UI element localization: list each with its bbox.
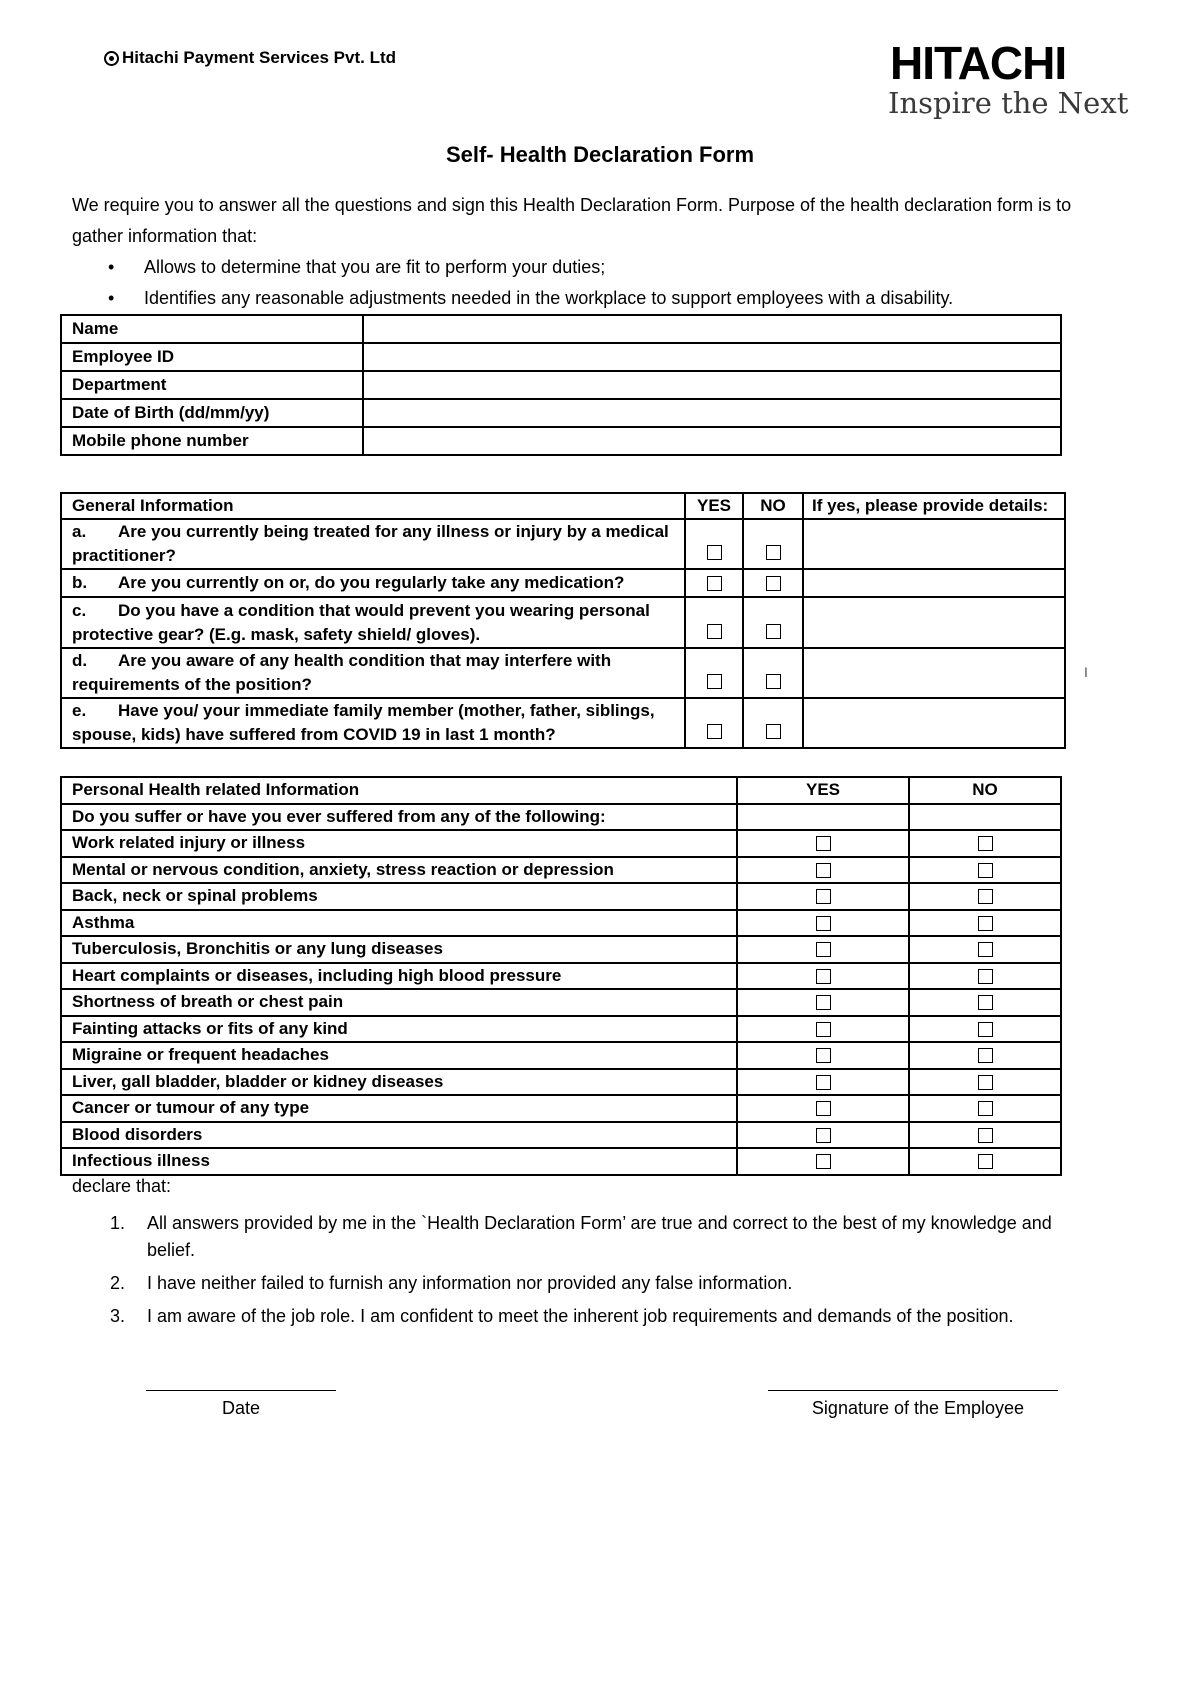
signature-line[interactable] bbox=[768, 1390, 1058, 1391]
question bbox=[61, 648, 685, 698]
no-cell bbox=[743, 648, 803, 698]
table-row bbox=[61, 399, 1061, 427]
question-letter: a. bbox=[72, 522, 87, 541]
table-row bbox=[61, 427, 1061, 455]
yes-checkbox[interactable] bbox=[707, 576, 722, 591]
logo-tagline: Inspire the Next bbox=[888, 86, 1129, 120]
no-checkbox[interactable] bbox=[766, 576, 781, 591]
yes-cell bbox=[685, 698, 743, 748]
no-cell bbox=[909, 989, 1061, 1016]
yes-checkbox[interactable] bbox=[816, 889, 831, 904]
field-label: Department bbox=[61, 371, 363, 399]
no-cell bbox=[909, 1069, 1061, 1096]
condition-label: Work related injury or illness bbox=[61, 830, 737, 857]
column-header-yes: YES bbox=[737, 777, 909, 804]
name-field[interactable] bbox=[363, 315, 1061, 343]
column-header-yes: YES bbox=[685, 493, 743, 519]
intro-bullet: • Identifies any reasonable adjustments needed in the workplace to support employees with a disability. bbox=[144, 283, 1072, 314]
department-field[interactable] bbox=[363, 371, 1061, 399]
yes-checkbox[interactable] bbox=[707, 545, 722, 560]
empty-cell bbox=[909, 804, 1061, 831]
condition-label: Back, neck or spinal problems bbox=[61, 883, 737, 910]
yes-checkbox[interactable] bbox=[816, 916, 831, 931]
intro-bullets bbox=[72, 252, 1072, 314]
declaration-item-text: I have neither failed to furnish any information nor provided any false information. bbox=[147, 1273, 793, 1293]
table-row bbox=[61, 698, 1065, 748]
declaration-item-text: I am aware of the job role. I am confident to meet the inherent job requirements and demands of the position. bbox=[147, 1306, 1014, 1326]
yes-checkbox[interactable] bbox=[816, 969, 831, 984]
yes-checkbox[interactable] bbox=[816, 995, 831, 1010]
condition-label: Heart complaints or diseases, including high blood pressure bbox=[61, 963, 737, 990]
table-row bbox=[61, 1016, 1061, 1043]
no-checkbox[interactable] bbox=[978, 863, 993, 878]
stray-mark-text: I bbox=[1084, 664, 1088, 680]
no-cell bbox=[909, 1095, 1061, 1122]
yes-cell bbox=[737, 1122, 909, 1149]
condition-label: Mental or nervous condition, anxiety, stress reaction or depression bbox=[61, 857, 737, 884]
question-letter: b. bbox=[72, 573, 88, 592]
details-field[interactable] bbox=[803, 519, 1065, 569]
field-label: Employee ID bbox=[61, 343, 363, 371]
yes-checkbox[interactable] bbox=[816, 1022, 831, 1037]
table-row bbox=[61, 1148, 1061, 1175]
yes-cell bbox=[737, 1148, 909, 1175]
no-checkbox[interactable] bbox=[978, 916, 993, 931]
declaration-list bbox=[110, 1210, 1070, 1336]
question bbox=[61, 569, 685, 597]
no-checkbox[interactable] bbox=[766, 545, 781, 560]
yes-cell bbox=[685, 597, 743, 648]
date-label: Date bbox=[221, 1398, 261, 1418]
table-row bbox=[61, 910, 1061, 937]
yes-cell bbox=[737, 830, 909, 857]
yes-checkbox[interactable] bbox=[816, 1075, 831, 1090]
table-row bbox=[61, 648, 1065, 698]
table-row bbox=[61, 857, 1061, 884]
yes-cell bbox=[737, 989, 909, 1016]
question bbox=[61, 519, 685, 569]
condition-label: Fainting attacks or fits of any kind bbox=[61, 1016, 737, 1043]
question-text: Do you have a condition that would prevent you wearing personal protective gear? (E.g. mask, safety shield/ gloves). bbox=[72, 600, 650, 644]
subheader: Do you suffer or have you ever suffered from any of the following: bbox=[61, 804, 737, 831]
no-cell bbox=[909, 830, 1061, 857]
intro-text: We require you to answer all the questions and sign this Health Declaration Form. Purpose of the health declaration form is to gather information that: bbox=[72, 195, 1072, 246]
yes-cell bbox=[685, 648, 743, 698]
no-checkbox[interactable] bbox=[766, 674, 781, 689]
no-checkbox[interactable] bbox=[978, 942, 993, 957]
yes-checkbox[interactable] bbox=[707, 724, 722, 739]
no-checkbox[interactable] bbox=[978, 1022, 993, 1037]
field-label: Date of Birth (dd/mm/yy) bbox=[61, 399, 363, 427]
no-cell bbox=[909, 910, 1061, 937]
yes-cell bbox=[685, 569, 743, 597]
column-header-no: NO bbox=[909, 777, 1061, 804]
hitachi-logo bbox=[888, 37, 1140, 120]
condition-label: Tuberculosis, Bronchitis or any lung diseases bbox=[61, 936, 737, 963]
details-field[interactable] bbox=[803, 648, 1065, 698]
question bbox=[61, 698, 685, 748]
hitachi-seal-icon bbox=[104, 51, 119, 66]
logo-word: HITACHI bbox=[890, 37, 1067, 89]
yes-checkbox[interactable] bbox=[707, 674, 722, 689]
mobile-phone-field[interactable] bbox=[363, 427, 1061, 455]
field-label: Mobile phone number bbox=[61, 427, 363, 455]
table-row bbox=[61, 936, 1061, 963]
declaration-lead: declare that: bbox=[72, 1176, 172, 1196]
table-row bbox=[61, 830, 1061, 857]
yes-checkbox[interactable] bbox=[816, 863, 831, 878]
no-checkbox[interactable] bbox=[766, 724, 781, 739]
table-row bbox=[61, 989, 1061, 1016]
column-header-details: If yes, please provide details: bbox=[803, 493, 1065, 519]
question-text: Are you currently on or, do you regularly take any medication? bbox=[118, 573, 625, 592]
yes-checkbox[interactable] bbox=[816, 1101, 831, 1116]
no-checkbox[interactable] bbox=[978, 1101, 993, 1116]
no-checkbox[interactable] bbox=[978, 1154, 993, 1169]
details-field[interactable] bbox=[803, 698, 1065, 748]
employee-details-table bbox=[60, 314, 1062, 456]
table-row bbox=[61, 315, 1061, 343]
date-of-birth-field[interactable] bbox=[363, 399, 1061, 427]
yes-cell bbox=[737, 910, 909, 937]
yes-cell bbox=[737, 1069, 909, 1096]
date-line[interactable] bbox=[146, 1390, 336, 1391]
no-checkbox[interactable] bbox=[978, 889, 993, 904]
yes-checkbox[interactable] bbox=[816, 836, 831, 851]
signature-label: Signature of the Employee bbox=[811, 1398, 1025, 1418]
no-cell bbox=[909, 857, 1061, 884]
table-row bbox=[61, 1095, 1061, 1122]
table-row bbox=[61, 963, 1061, 990]
page-title: Self- Health Declaration Form bbox=[445, 142, 755, 167]
no-cell bbox=[743, 597, 803, 648]
yes-checkbox[interactable] bbox=[816, 1128, 831, 1143]
details-field[interactable] bbox=[803, 569, 1065, 597]
personal-health-table bbox=[60, 776, 1062, 1176]
table-header-row bbox=[61, 777, 1061, 804]
question bbox=[61, 597, 685, 648]
condition-label: Cancer or tumour of any type bbox=[61, 1095, 737, 1122]
column-header: General Information bbox=[61, 493, 685, 519]
general-information-table bbox=[60, 492, 1066, 749]
no-cell bbox=[743, 569, 803, 597]
table-row bbox=[61, 569, 1065, 597]
company-name bbox=[104, 48, 396, 68]
condition-label: Liver, gall bladder, bladder or kidney diseases bbox=[61, 1069, 737, 1096]
yes-cell bbox=[737, 1016, 909, 1043]
question-letter: e. bbox=[72, 701, 87, 720]
no-checkbox[interactable] bbox=[978, 969, 993, 984]
intro bbox=[72, 190, 1072, 314]
table-row bbox=[61, 343, 1061, 371]
table-row bbox=[61, 1042, 1061, 1069]
no-cell bbox=[909, 1042, 1061, 1069]
question-text: Are you aware of any health condition that may interfere with requirements of the position? bbox=[72, 651, 612, 694]
table-row bbox=[61, 1069, 1061, 1096]
question-letter: c. bbox=[72, 600, 87, 620]
question-text: Are you currently being treated for any illness or injury by a medical practitioner? bbox=[72, 522, 669, 565]
no-checkbox[interactable] bbox=[978, 836, 993, 851]
yes-cell bbox=[737, 883, 909, 910]
question-text: Have you/ your immediate family member (mother, father, siblings, spouse, kids) have suffered from COVID 19 in last 1 month? bbox=[72, 701, 655, 744]
yes-checkbox[interactable] bbox=[707, 624, 722, 639]
table-row bbox=[61, 597, 1065, 648]
yes-checkbox[interactable] bbox=[816, 1048, 831, 1063]
yes-cell bbox=[737, 963, 909, 990]
no-checkbox[interactable] bbox=[978, 1048, 993, 1063]
list-item: 3. I am aware of the job role. I am confident to meet the inherent job requirements and demands of the position. bbox=[110, 1306, 1014, 1326]
table-row bbox=[61, 371, 1061, 399]
employee-id-field[interactable] bbox=[363, 343, 1061, 371]
no-checkbox[interactable] bbox=[978, 1075, 993, 1090]
yes-checkbox[interactable] bbox=[816, 1154, 831, 1169]
column-header: Personal Health related Information bbox=[61, 777, 737, 804]
no-checkbox[interactable] bbox=[766, 624, 781, 639]
column-header-no: NO bbox=[743, 493, 803, 519]
table-row bbox=[61, 804, 1061, 831]
table-row bbox=[61, 883, 1061, 910]
yes-cell bbox=[737, 1095, 909, 1122]
table-header-row bbox=[61, 493, 1065, 519]
yes-checkbox[interactable] bbox=[816, 942, 831, 957]
no-cell bbox=[743, 519, 803, 569]
yes-cell bbox=[685, 519, 743, 569]
details-field[interactable] bbox=[803, 597, 1065, 648]
condition-label: Migraine or frequent headaches bbox=[61, 1042, 737, 1069]
no-cell bbox=[909, 963, 1061, 990]
condition-label: Blood disorders bbox=[61, 1122, 737, 1149]
field-label: Name bbox=[61, 315, 363, 343]
empty-cell bbox=[737, 804, 909, 831]
question-letter: d. bbox=[72, 651, 88, 670]
declaration-item-text: All answers provided by me in the `Health Declaration Form’ are true and correct to the best of my knowledge and belief. bbox=[147, 1213, 1052, 1260]
no-cell bbox=[909, 883, 1061, 910]
list-item: 2. I have neither failed to furnish any information nor provided any false information. bbox=[110, 1273, 793, 1293]
yes-cell bbox=[737, 857, 909, 884]
company-name-text: Hitachi Payment Services Pvt. Ltd bbox=[122, 48, 396, 67]
condition-label: Shortness of breath or chest pain bbox=[61, 989, 737, 1016]
table-row bbox=[61, 1122, 1061, 1149]
no-checkbox[interactable] bbox=[978, 995, 993, 1010]
table-row bbox=[61, 519, 1065, 569]
no-cell bbox=[909, 1148, 1061, 1175]
condition-label: Asthma bbox=[61, 910, 737, 937]
no-cell bbox=[909, 1122, 1061, 1149]
condition-label: Infectious illness bbox=[61, 1148, 737, 1175]
no-cell bbox=[743, 698, 803, 748]
no-checkbox[interactable] bbox=[978, 1128, 993, 1143]
no-cell bbox=[909, 1016, 1061, 1043]
list-item: 1. All answers provided by me in the `Health Declaration Form’ are true and correct to the best of my knowledge and belief. bbox=[110, 1213, 1052, 1260]
yes-cell bbox=[737, 1042, 909, 1069]
no-cell bbox=[909, 936, 1061, 963]
yes-cell bbox=[737, 936, 909, 963]
intro-bullet: • Allows to determine that you are fit to perform your duties; bbox=[144, 252, 1072, 283]
